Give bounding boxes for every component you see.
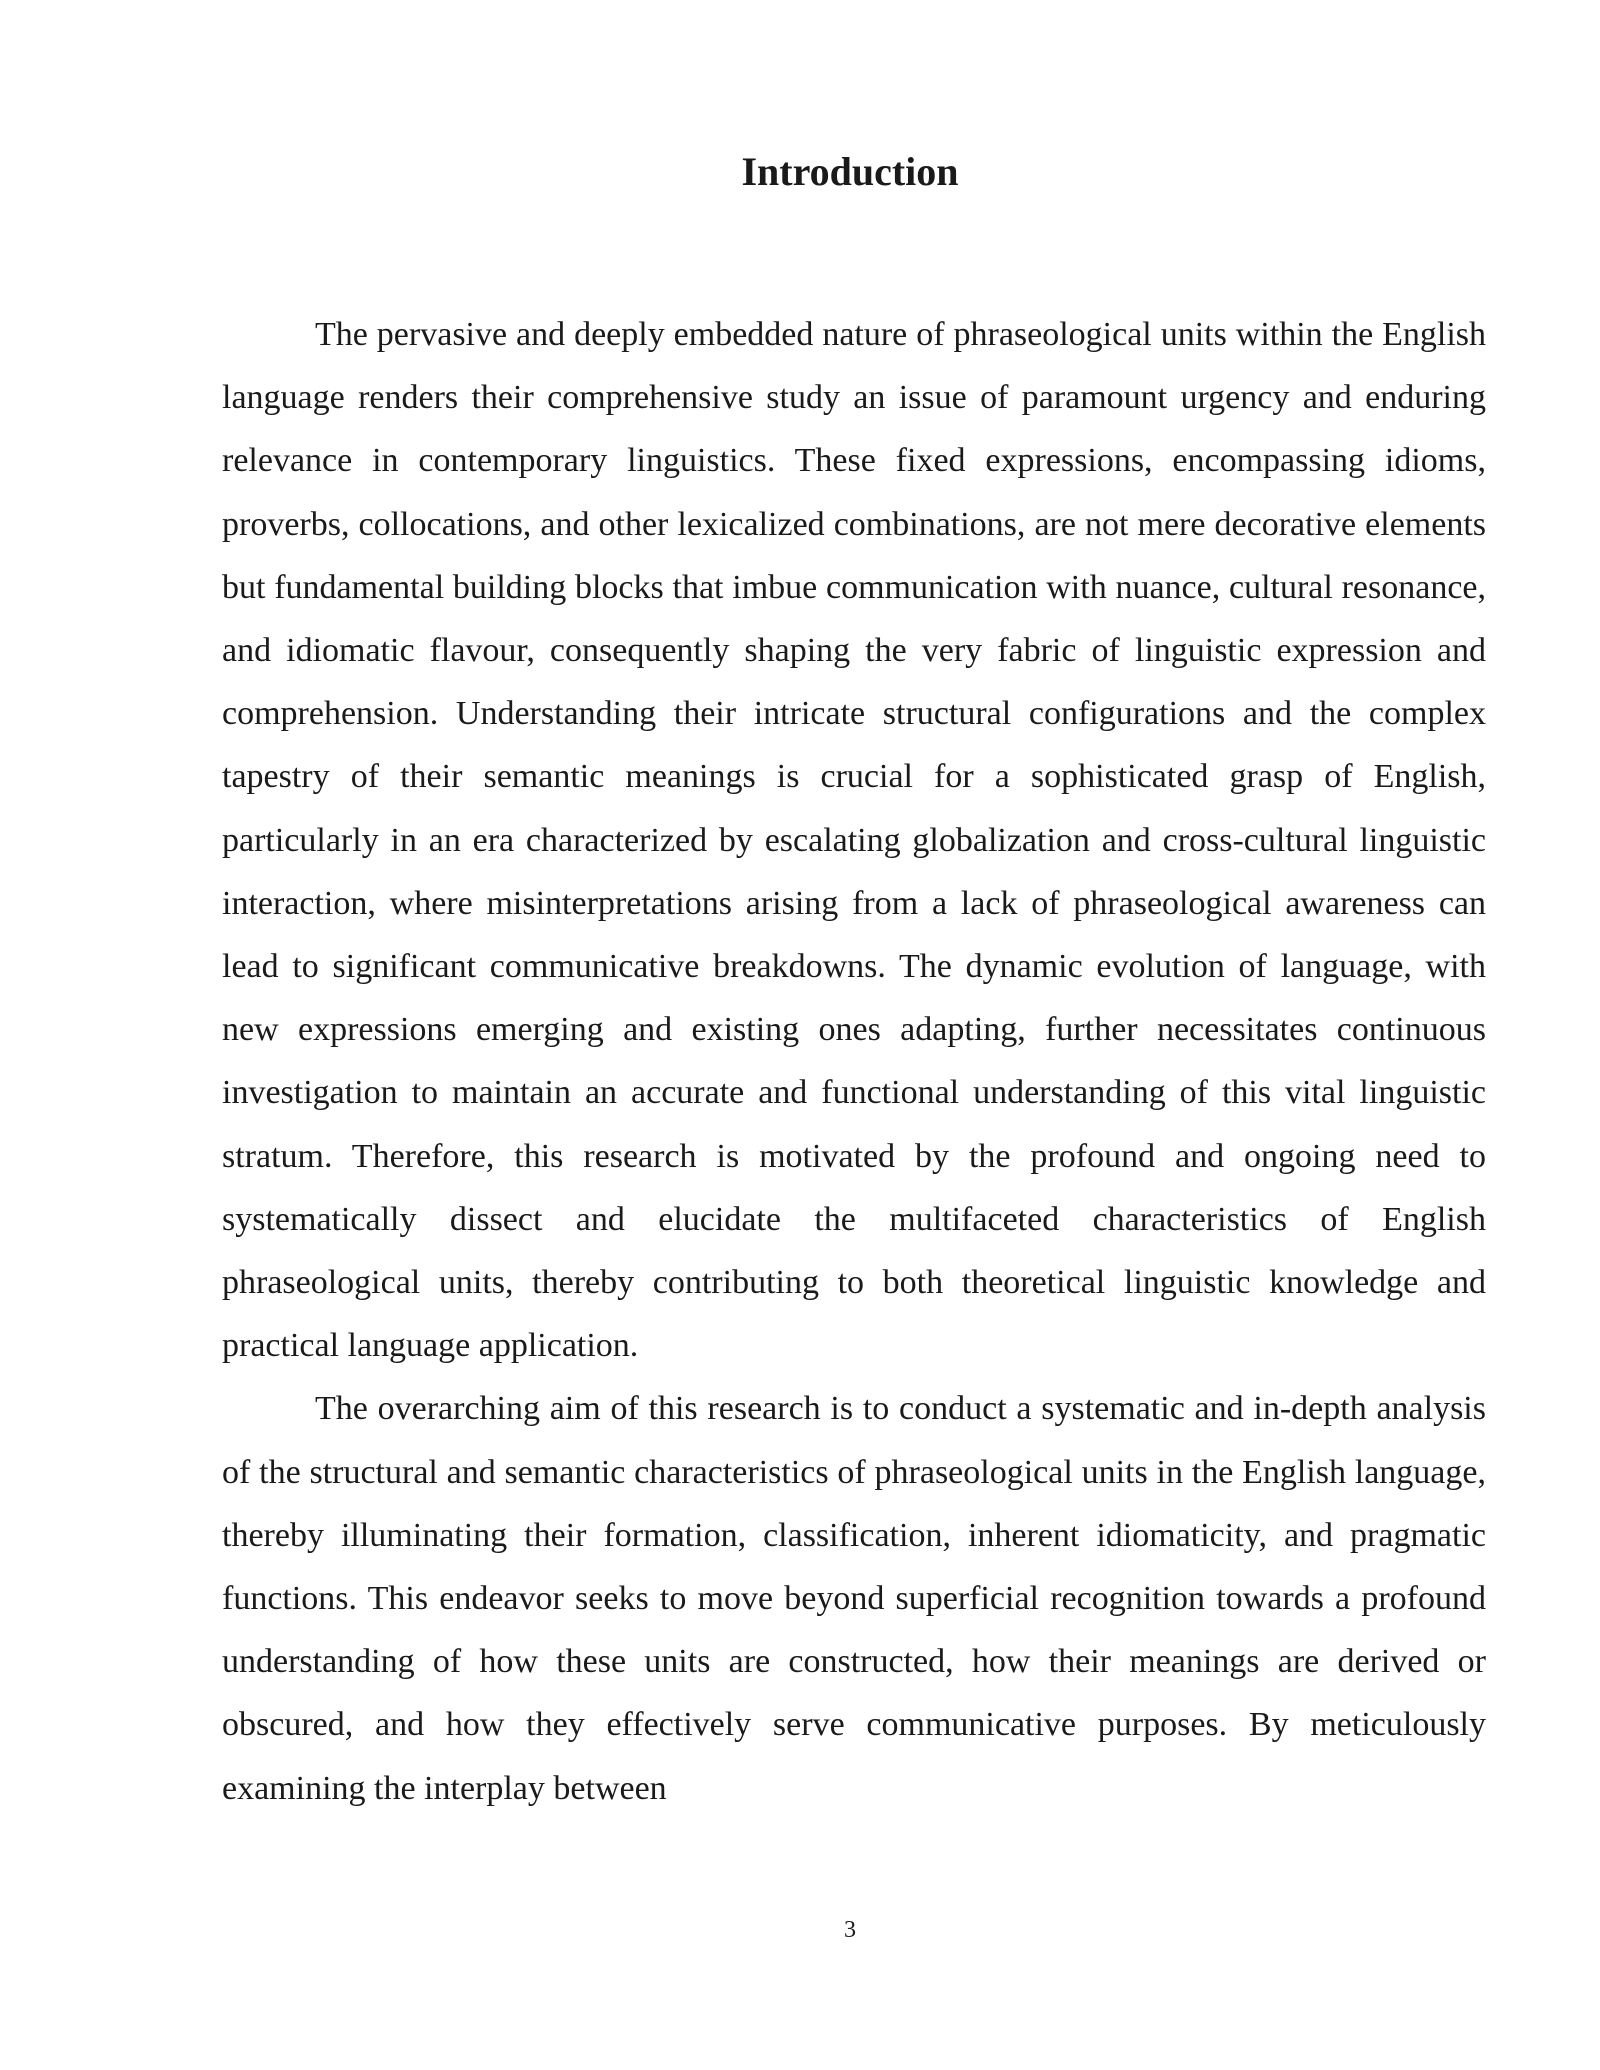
body-text: [222, 303, 1486, 1820]
paragraph-1: The pervasive and deeply embedded nature of phraseological units within the English language renders their comprehensive study an issue of paramount urgency and enduring relevance in contemporary linguistics. These fixed expressions, encompassing idioms, proverbs, collocations, and other lexicalized combinations, are not mere decorative elements but fundamental building blocks that imbue communication with nuance, cultural resonance, and idiomatic flavour, consequently shaping the very fabric of linguistic expression and comprehension. Understanding their intricate structural configurations and the complex tapestry of their semantic meanings is crucial for a sophisticated grasp of English, particularly in an era characterized by escalating globalization and cross-cultural linguistic interaction, where misinterpretations arising from a lack of phraseological awareness can lead to significant communicative breakdowns. The dynamic evolution of language, with new expressions emerging and existing ones adapting, further necessitates continuous investigation to maintain an accurate and functional understanding of this vital linguistic stratum. Therefore, this research is motivated by the profound and ongoing need to systematically dissect and elucidate the multifaceted characteristics of English phraseological units, thereby contributing to both theoretical linguistic knowledge and practical language application.: [222, 316, 1486, 1365]
page-title: Introduction: [741, 149, 959, 194]
paragraph-2: The overarching aim of this research is to conduct a systematic and in-depth analysis of the structural and semantic characteristics of phraseological units in the English language, thereby illuminating their formation, classification, inherent idiomaticity, and pragmatic functions. This endeavor seeks to move beyond superficial recognition towards a profound understanding of how these units are constructed, how their meanings are derived or obscured, and how they effectively serve communicative purposes. By meticulously examining the interplay between: [222, 1390, 1486, 1807]
page-number: 3: [844, 1917, 856, 1943]
